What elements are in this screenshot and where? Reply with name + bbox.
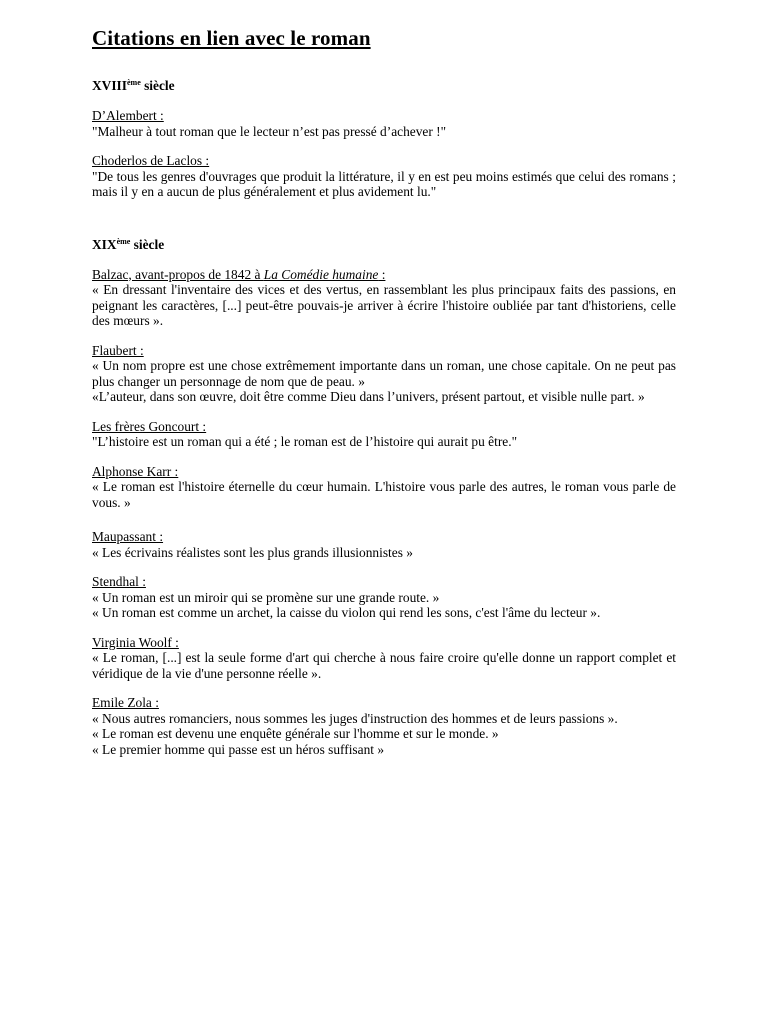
author-name: Choderlos de Laclos :	[92, 153, 210, 168]
author-suffix: :	[378, 266, 386, 282]
author-name	[92, 267, 676, 283]
author-name: Les frères Goncourt :	[92, 418, 207, 434]
quote: « Le premier homme qui passe est un héros suffisant »	[92, 741, 385, 757]
author-name: Stendhal :	[92, 574, 146, 589]
entry-laclos	[92, 153, 676, 200]
entry-karr	[92, 464, 676, 511]
quote: « Un nom propre est une chose extrêmement importante dans un roman, une chose capitale. On ne peut pas plus changer un personnage de nom que de peau. »	[92, 358, 676, 389]
author-name: Virginia Woolf :	[92, 634, 179, 650]
author-name: Flaubert :	[92, 342, 144, 358]
century-heading-18	[92, 75, 676, 94]
entry-zola	[92, 695, 676, 757]
document-content	[92, 24, 676, 771]
quote: « Le roman, [...] est la seule forme d'art qui cherche à nous faire croire qu'elle donne un rapport complet et véridique de la vie d'une personne réelle ».	[92, 650, 676, 681]
entry-alembert	[92, 108, 676, 139]
quote: « Nous autres romanciers, nous sommes les juges d'instruction des hommes et de leurs passions ».	[92, 710, 618, 726]
quote: « Un roman est comme un archet, la caisse du violon qui rend les sons, c'est l'âme du lecteur ».	[92, 605, 601, 620]
entry-goncourt	[92, 419, 676, 450]
author-name: Alphonse Karr :	[92, 463, 179, 479]
author-prefix: Balzac, avant-propos de 1842 à	[92, 266, 264, 282]
quote: « Les écrivains réalistes sont les plus grands illusionnistes »	[92, 544, 413, 560]
century-sup: ème	[126, 78, 141, 87]
quote: «L’auteur, dans son œuvre, doit être comme Dieu dans l’univers, présent partout, et visible nulle part. »	[92, 389, 645, 404]
spacer	[92, 214, 676, 234]
century-roman: XIX	[92, 236, 117, 252]
work-title: La Comédie humaine	[263, 266, 379, 282]
century-roman: XVIII	[92, 78, 127, 93]
entry-balzac	[92, 267, 676, 329]
century-sup: ème	[116, 236, 131, 246]
quote: « Un roman est un miroir qui se promène sur une grande route. »	[92, 589, 440, 605]
author-name: D’Alembert :	[92, 108, 164, 123]
century-word: siècle	[130, 236, 165, 252]
quote: "De tous les genres d'ouvrages que produit la littérature, il y en est peu moins estimés que celui des romans ; mais il y en a aucun de plus généralement et plus avidement lu."	[92, 168, 676, 199]
author-name: Emile Zola :	[92, 695, 159, 710]
quote: « En dressant l'inventaire des vices et des vertus, en rassemblant les plus principaux faits des passions, en peignant les caractères, [...] peut-être pouvais-je arriver à écrire l'histoire oubliée par tant d'historiens, celle des mœurs ».	[92, 282, 676, 328]
entry-flaubert	[92, 343, 676, 405]
page-title: Citations en lien avec le roman	[92, 26, 371, 50]
century-heading-19	[92, 234, 676, 253]
quote: « Le roman est l'histoire éternelle du cœur humain. L'histoire vous parle des autres, le roman vous parle de vous. »	[92, 479, 676, 510]
author-name: Maupassant :	[92, 529, 164, 544]
quote: "L’histoire est un roman qui a été ; le roman est de l’histoire qui aurait pu être."	[92, 434, 518, 449]
entry-maupassant	[92, 529, 676, 560]
quote: "Malheur à tout roman que le lecteur n’est pas pressé d’achever !"	[92, 123, 447, 139]
entry-stendhal	[92, 574, 676, 621]
entry-woolf	[92, 635, 676, 682]
quote: « Le roman est devenu une enquête générale sur l'homme et sur le monde. »	[92, 726, 499, 741]
century-word: siècle	[140, 78, 175, 93]
